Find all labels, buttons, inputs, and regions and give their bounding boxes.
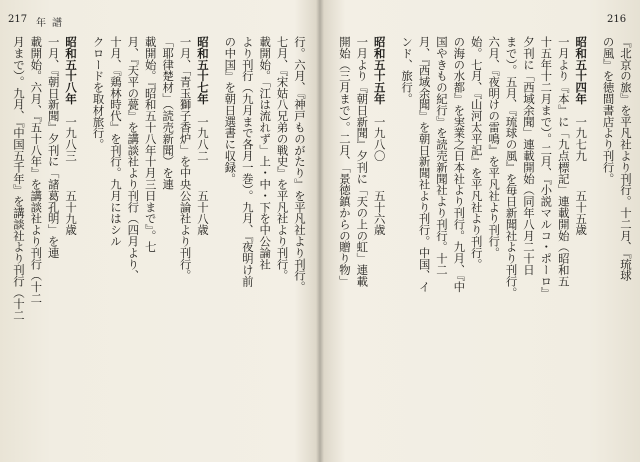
era-year: 昭和五十四年 — [574, 36, 589, 105]
right-page-body — [334, 36, 634, 448]
text-line: 六月、『夜明けの雷鳴』を平凡社より刊行。 — [487, 36, 502, 259]
western-year: 一九八二 — [195, 115, 210, 162]
era-year: 昭和五十五年 — [372, 36, 387, 105]
text-line: 載開始。六月、『五十八年』を講談社より刊行（十二 — [29, 36, 44, 304]
text-line: 載開始。『昭和五十八年十月三日まで』。七 — [143, 36, 158, 253]
left-page-body — [10, 36, 308, 448]
text-line: 七月、『宋姑八兄弟の戦史』を平凡社より刊行。 — [275, 36, 290, 282]
text-line: 夕刊に「西域余聞」連載開始（同年八月二十日 — [521, 36, 536, 276]
year-heading — [370, 36, 387, 448]
text-line: クロードを取材旅行。 — [91, 36, 106, 150]
text-line: 「耶律楚材」（読売新聞）を連 — [161, 36, 176, 190]
text-line: 十月、『鶏林時代』を刊行。九月にはシル — [108, 36, 123, 247]
running-head: 年譜 — [36, 18, 68, 29]
author-age: 五十六歳 — [372, 189, 387, 236]
text-line: 一月より『本』に「九点標記」連載開始（昭和五 — [556, 36, 571, 287]
year-heading — [572, 36, 589, 448]
year-heading — [62, 36, 79, 448]
text-line: 月、『西域余聞』を朝日新聞社より刊行。中国、イ — [417, 36, 432, 293]
text-line: まで）。五月、『琉球の風』を毎日新聞社より刊行。 — [504, 36, 519, 299]
text-line: 国やきもの紀行』を読売新聞社より刊行。十二 — [434, 36, 449, 276]
text-line: 『北京の旅』を平凡社より刊行。十二月、『琉球 — [619, 36, 633, 282]
era-year: 昭和五十七年 — [195, 36, 210, 105]
western-year: 一九八三 — [64, 115, 79, 162]
text-line: 始。七月、『山河太平記』を平凡社より刊行。 — [469, 36, 484, 270]
author-age: 五十九歳 — [64, 189, 79, 236]
western-year: 一九八〇 — [372, 115, 387, 162]
page-number-right: 216 — [607, 14, 627, 25]
author-age: 五十五歳 — [574, 189, 589, 236]
text-line: ンド、旅行。 — [400, 36, 415, 105]
text-line: の中国』を朝日選書に収録。 — [223, 36, 238, 185]
text-line: 載開始。「江は流れず」上・中・下を中公論社 — [258, 36, 273, 270]
text-line: 開始（三月まで）。二月、「景徳鎮からの贈り物」 — [337, 36, 352, 287]
text-line: 月まで）。九月、『中国五千年』を講談社より刊行（十二 — [11, 36, 26, 321]
author-age: 五十八歳 — [195, 189, 210, 236]
text-line: の風』を徳間書店より刊行。 — [601, 36, 616, 185]
era-year: 昭和五十八年 — [64, 36, 79, 105]
text-line: 十五年十二月まで）。二月、『小説マルコ・ポーロ』 — [539, 36, 554, 299]
text-line: 一月、「青玉獅子香炉」を中央公論社より刊行。 — [178, 36, 193, 282]
text-line: より刊行（九月まで各月一巻）。九月、『夜明け前 — [240, 36, 255, 287]
text-line: 行。六月、『神戸ものがたり』を平凡社より刊行。 — [293, 36, 307, 293]
text-line: の海の水都』を実業之日本社より刊行。九月、『中 — [452, 36, 467, 293]
text-line: 月、『天平の甍』を講談社より刊行（四月より、 — [126, 36, 141, 282]
text-line: 一月より『朝日新聞』夕刊に「天の上の虹」連載 — [355, 36, 370, 287]
text-line: 一月、『朝日新聞』夕刊に「諸葛孔明」を連 — [46, 36, 61, 259]
year-heading — [194, 36, 211, 448]
right-page — [320, 0, 640, 462]
western-year: 一九七九 — [574, 115, 589, 162]
page-number-left: 217 — [8, 14, 28, 25]
